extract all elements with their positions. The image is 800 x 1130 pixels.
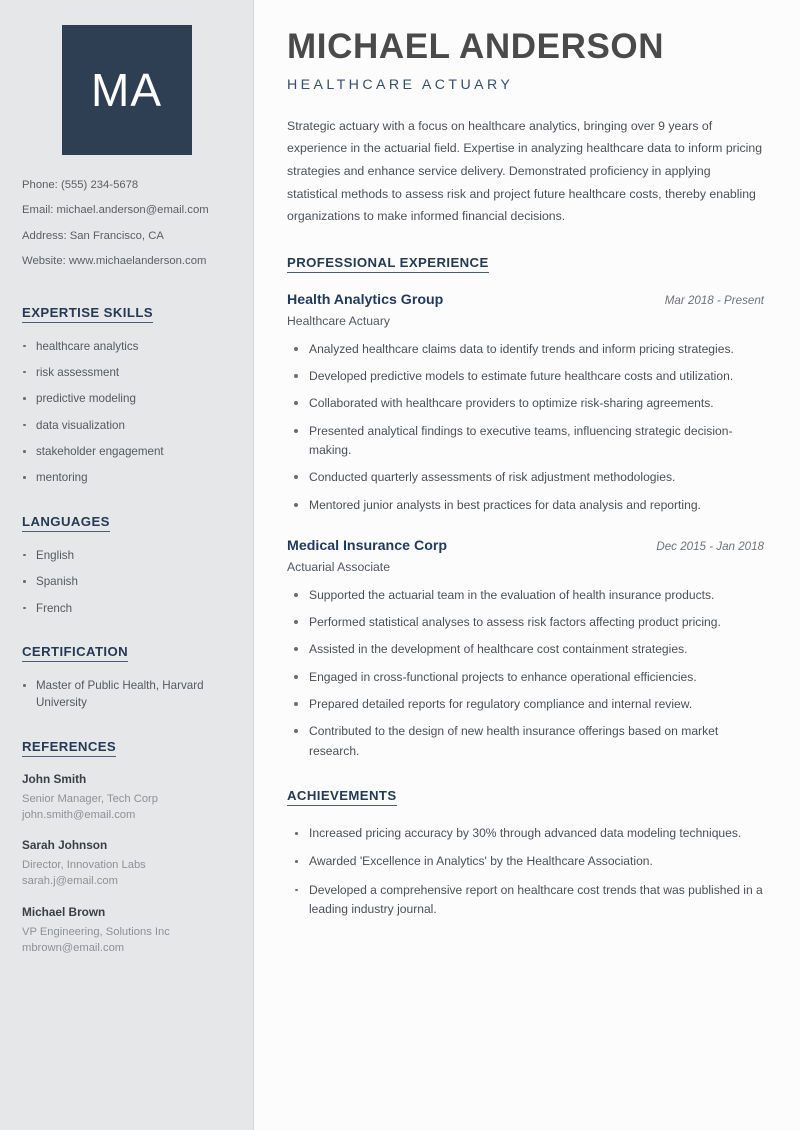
experience-role: Actuarial Associate [287,559,390,574]
reference-role: VP Engineering, Solutions Inc [22,925,170,938]
experience-role: Healthcare Actuary [287,313,390,328]
reference-email: mbrown@email.com [22,941,125,954]
languages-list [18,547,235,617]
experience-company: Medical Insurance Corp [287,538,448,555]
job-subtitle: HEALTHCARE ACTUARY [287,76,514,93]
avatar: MA [62,25,192,155]
list-item: Presented analytical findings to executive teams, influencing strategic decision-making. [287,422,764,461]
list-item: Developed a comprehensive report on healthcare cost trends that was published in a leading industry journal. [287,881,764,920]
list-item: predictive modeling [18,390,235,407]
certification-list [18,677,235,712]
references-heading: REFERENCES [22,739,116,757]
list-item: Master of Public Health, Harvard University [18,677,235,712]
reference-email: sarah.j@email.com [22,875,118,888]
list-item: stakeholder engagement [18,443,235,460]
list-item: Prepared detailed reports for regulatory compliance and internal review. [287,695,764,714]
experience-header [287,537,764,555]
list-item: Contributed to the design of new health insurance offerings based on market research. [287,722,764,761]
contact-email: Email: michael.anderson@email.com [22,204,209,217]
reference-item [18,772,235,823]
achievements-list [287,824,764,919]
experience-bullets [287,340,764,515]
page-title: MICHAEL ANDERSON [287,27,665,66]
reference-role: Senior Manager, Tech Corp [22,792,158,805]
list-item: French [18,600,235,617]
section-achievements [287,787,764,919]
main-content [254,0,800,1130]
reference-name: John Smith [22,771,87,786]
contact-phone: Phone: (555) 234-5678 [22,179,139,191]
list-item: Mentored junior analysts in best practices for data analysis and reporting. [287,496,764,515]
list-item: Increased pricing accuracy by 30% through advanced data modeling techniques. [287,824,764,843]
list-item: Assisted in the development of healthcare cost containment strategies. [287,640,764,659]
reference-name: Sarah Johnson [22,838,108,853]
contact-list [18,177,235,270]
contact-website: Website: www.michaelanderson.com [22,255,207,268]
list-item: Performed statistical analyses to assess risk factors affecting product pricing. [287,613,764,632]
section-expertise-skills [18,304,235,487]
expertise-skills-heading: EXPERTISE SKILLS [22,305,153,323]
reference-item [18,905,235,956]
languages-heading: LANGUAGES [22,514,110,532]
list-item: Analyzed healthcare claims data to identify trends and inform pricing strategies. [287,340,764,359]
sidebar [0,0,254,1130]
list-item: Developed predictive models to estimate future healthcare costs and utilization. [287,367,764,386]
contact-address: Address: San Francisco, CA [22,229,164,242]
experience-item [287,291,764,515]
list-item: Supported the actuarial team in the evaluation of health insurance products. [287,586,764,605]
list-item: risk assessment [18,364,235,381]
reference-email: john.smith@email.com [22,808,136,821]
experience-header [287,291,764,309]
certification-heading: CERTIFICATION [22,644,128,662]
list-item: mentoring [18,469,235,486]
list-item: healthcare analytics [18,338,235,355]
reference-name: Michael Brown [22,904,106,919]
avatar-container [18,25,235,155]
section-certification [18,643,235,712]
section-professional-experience [287,254,764,761]
achievements-heading: ACHIEVEMENTS [287,788,397,806]
reference-role: Director, Innovation Labs [22,859,146,872]
list-item: Awarded 'Excellence in Analytics' by the Healthcare Association. [287,852,764,871]
list-item: Conducted quarterly assessments of risk adjustment methodologies. [287,468,764,487]
experience-item [287,537,764,761]
reference-item [18,838,235,889]
experience-date: Dec 2015 - Jan 2018 [656,540,764,554]
professional-experience-heading: PROFESSIONAL EXPERIENCE [287,255,489,273]
expertise-skills-list [18,338,235,487]
section-languages [18,513,235,617]
experience-company: Health Analytics Group [287,292,444,309]
experience-date: Mar 2018 - Present [664,294,764,308]
professional-summary: Strategic actuary with a focus on healthcare analytics, bringing over 9 years of experience in the actuarial field. Expertise in analyzing healthcare data to inform pricing strategies and enhance service delivery. Demonstrated proficiency in applying statistical methods to assess risk and project future healthcare costs, thereby enabling organizations to make informed financial decisions. [287,118,763,224]
list-item: Spanish [18,573,235,590]
list-item: Collaborated with healthcare providers to optimize risk-sharing agreements. [287,394,764,413]
section-references [18,738,235,956]
list-item: English [18,547,235,564]
list-item: Engaged in cross-functional projects to enhance operational efficiencies. [287,668,764,687]
list-item: data visualization [18,417,235,434]
experience-bullets [287,586,764,761]
